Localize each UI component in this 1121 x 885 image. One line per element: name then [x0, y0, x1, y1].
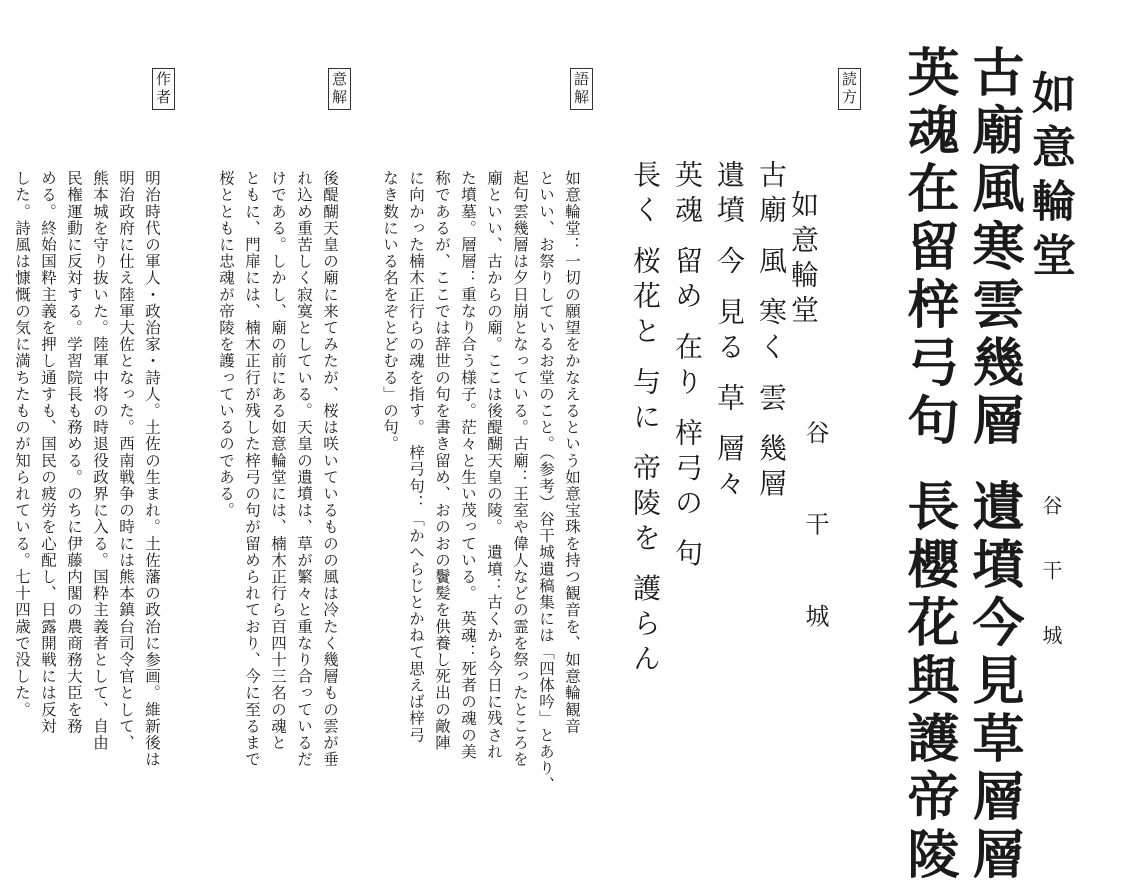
sakusha-heading: 作者: [152, 68, 175, 110]
poem-column-2: [891, 45, 966, 885]
yomikata-title: 如意輪堂: [787, 190, 820, 330]
yomikata-line-1: 古廟 風 寒く 雲 幾層: [755, 160, 788, 504]
iyaku-line: けである。しかし、廟の前にある如意輪堂には、楠木正行ら百四十三名の魂と: [269, 170, 287, 751]
goku-line: た墳墓。層層：重なり合う様子。茫々と生い茂っている。 英魂：死者の魂の美: [459, 170, 477, 760]
yomikata-line-3: 英魂 留め 在り 梓弓の 句: [671, 160, 704, 574]
goku-line: 如意輪堂：一切の願望をかなえるという如意宝珠を持つ観音を、如意輪観音: [563, 170, 581, 735]
goku-heading: 語解: [570, 68, 593, 110]
iyaku-heading: 意解: [328, 68, 351, 110]
goku-line: 起句雲幾層は夕日崩となっている。古廟：王室や偉人などの霊を祭ったところを: [511, 170, 529, 768]
iyaku-line: ともに、門扉には、楠木正行が残した梓弓の句が留められており、今に至るまで: [243, 170, 261, 768]
poem-line-2: 遺墳今見草層層: [963, 479, 1024, 885]
iyaku-section: [219, 170, 341, 768]
goku-line: に向かった楠木正行らの魂を指す。 梓弓句：「かへらじとかねて思えば梓弓: [407, 170, 425, 744]
goku-line: 廟といい、古からの廟。ここは後醍醐天皇の陵。 遺墳：古くから今日に残され: [485, 170, 503, 760]
iyaku-line: 桜とともに忠魂が帝陵を護っているのである。: [217, 170, 235, 519]
sakusha-section: [15, 170, 163, 768]
sakusha-line: 熊本城を守り抜いた。陸軍中将の時退役政界に入る。国粋主義者として、自由: [91, 170, 109, 751]
yomikata-line-4: 長く 桜花と 与に 帝陵を 護らん: [629, 160, 662, 679]
iyaku-line: れ込め重苦しく寂寞としている。天皇の遺墳は、草が繁々と重なり合っているだ: [295, 170, 313, 768]
iyaku-line: 後醍醐天皇の廟に来てみたが、桜は咲いているものの風は冷たく幾層もの雲が垂: [321, 170, 339, 768]
goku-line: 称であるが、ここでは辞世の句を書き留め、おのおの鬢髪を供養し死出の敵陣: [433, 170, 451, 751]
goku-line: といい、お祭りしているお堂のこと。（参考）谷干城遺稿集には「四体吟」とあり、: [537, 170, 555, 794]
sakusha-line: める。終始国粋主義を押し通すも、国民の疲労を心配し、日露開戦には反対: [39, 170, 57, 735]
yomikata-author: 谷 干 城: [801, 420, 829, 658]
poem-line-3: 英魂在留梓弓句: [898, 45, 959, 451]
poem-column-1: [956, 45, 1031, 885]
poem-line-1: 古廟風寒雲幾層: [963, 45, 1024, 451]
poem-title: 如意輪堂: [1024, 70, 1075, 286]
sakusha-line: 明治政府に仕え陸軍大佐となった。西南戦争の時には熊本鎮台司令官として、: [117, 170, 135, 751]
goku-section: [383, 170, 583, 793]
poem-author: 谷干城: [1039, 495, 1063, 690]
sakusha-line: 民権運動に反対する。学習院長も務める。のちに伊藤内閣の農商務大臣を務: [65, 170, 83, 735]
sakusha-line: 明治時代の軍人・政治家・詩人。土佐の生まれ。土佐藩の政治に参画。維新後は: [143, 170, 161, 768]
goku-line: なき数にいる名をぞとどむる」の句。: [381, 170, 399, 453]
yomikata-line-2: 遺墳 今 見る 草 層々: [713, 160, 746, 504]
sakusha-line: した。詩風は慷慨の気に満ちたものが知られている。七十四歳で没した。: [13, 170, 31, 718]
poem-line-4: 長櫻花與護帝陵: [898, 479, 959, 885]
yomikata-heading: 読方: [838, 68, 861, 110]
